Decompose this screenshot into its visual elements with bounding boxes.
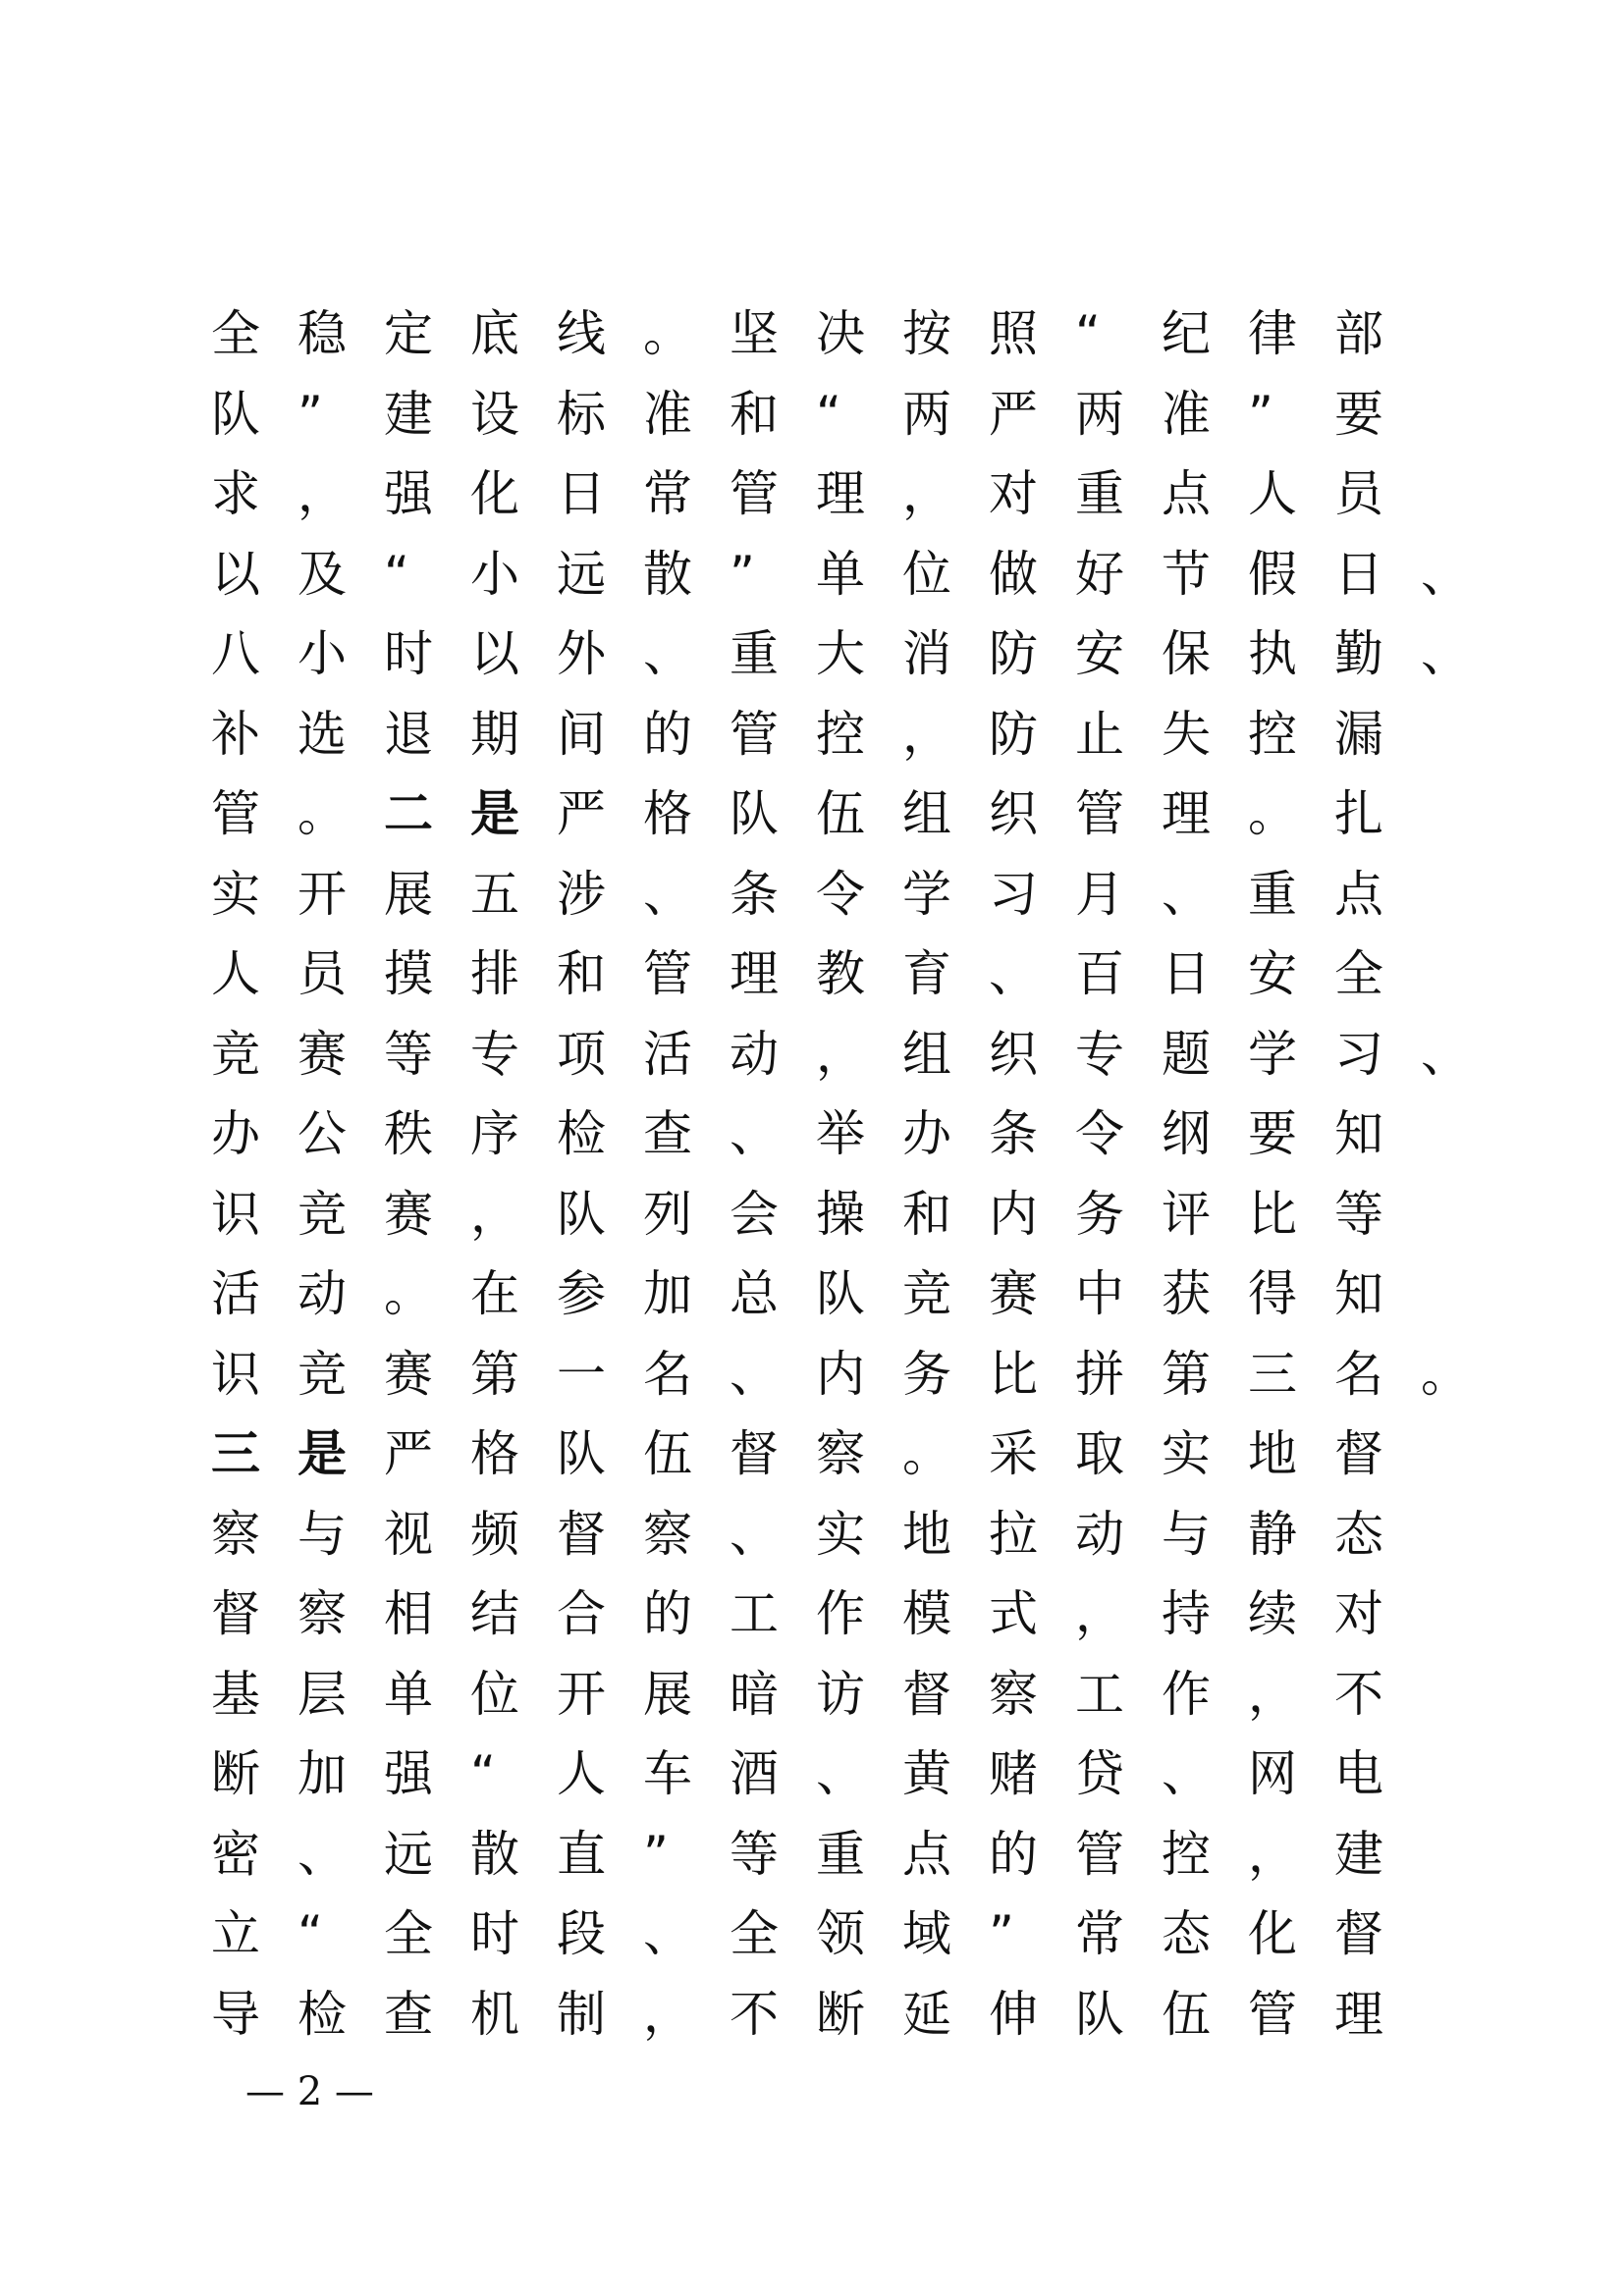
text-line: 全 稳 定 底 线 。 坚 决 按 照 “ 纪 律 部 bbox=[211, 305, 1383, 362]
text-line: 识 竞 赛 第 一 名 、 内 务 比 拼 第 三 名 。 bbox=[211, 1345, 1470, 1403]
text-line: 人 员 摸 排 和 管 理 教 育 、 百 日 安 全 bbox=[211, 945, 1383, 1002]
text-line: 基 层 单 位 开 展 暗 访 督 察 工 作 ， 不 bbox=[211, 1665, 1383, 1723]
text-line: 竞 赛 等 专 项 活 动 ， 组 织 专 题 学 习 、 bbox=[211, 1025, 1470, 1083]
page-number: — 2 — bbox=[245, 2069, 374, 2114]
text-line: 管 。 二 是 严 格 队 伍 组 织 管 理 。 扎 bbox=[211, 785, 1383, 842]
text-line: 八 小 时 以 外 、 重 大 消 防 安 保 执 勤 、 bbox=[211, 625, 1470, 682]
text-line: 活 动 。 在 参 加 总 队 竞 赛 中 获 得 知 bbox=[211, 1265, 1383, 1322]
text-line: 以 及 “ 小 远 散 ” 单 位 做 好 节 假 日 、 bbox=[211, 545, 1470, 603]
text-line: 补 选 退 期 间 的 管 控 ， 防 止 失 控 漏 bbox=[211, 705, 1383, 763]
text-line: 断 加 强 “ 人 车 酒 、 黄 赌 贷 、 网 电 bbox=[211, 1745, 1383, 1802]
text-line: 密 、 远 散 直 ” 等 重 点 的 管 控 ， 建 bbox=[211, 1825, 1383, 1883]
text-line: 求 ， 强 化 日 常 管 理 ， 对 重 点 人 员 bbox=[211, 465, 1383, 522]
text-line: 察 与 视 频 督 察 、 实 地 拉 动 与 静 态 bbox=[211, 1505, 1383, 1563]
text-line: 实 开 展 五 涉 、 条 令 学 习 月 、 重 点 bbox=[211, 865, 1383, 923]
text-line: 督 察 相 结 合 的 工 作 模 式 ， 持 续 对 bbox=[211, 1585, 1383, 1642]
text-line: 三 是 严 格 队 伍 督 察 。 采 取 实 地 督 bbox=[211, 1425, 1383, 1482]
text-line: 办 公 秩 序 检 查 、 举 办 条 令 纲 要 知 bbox=[211, 1105, 1383, 1162]
body-text bbox=[211, 294, 1507, 2055]
text-line: 导 检 查 机 制 ， 不 断 延 伸 队 伍 管 理 bbox=[211, 1985, 1383, 2043]
text-line: 立 “ 全 时 段 、 全 领 域 ” 常 态 化 督 bbox=[211, 1905, 1383, 1962]
text-line: 队 ” 建 设 标 准 和 “ 两 严 两 准 ” 要 bbox=[211, 385, 1383, 443]
text-line: 识 竞 赛 ， 队 列 会 操 和 内 务 评 比 等 bbox=[211, 1185, 1383, 1243]
